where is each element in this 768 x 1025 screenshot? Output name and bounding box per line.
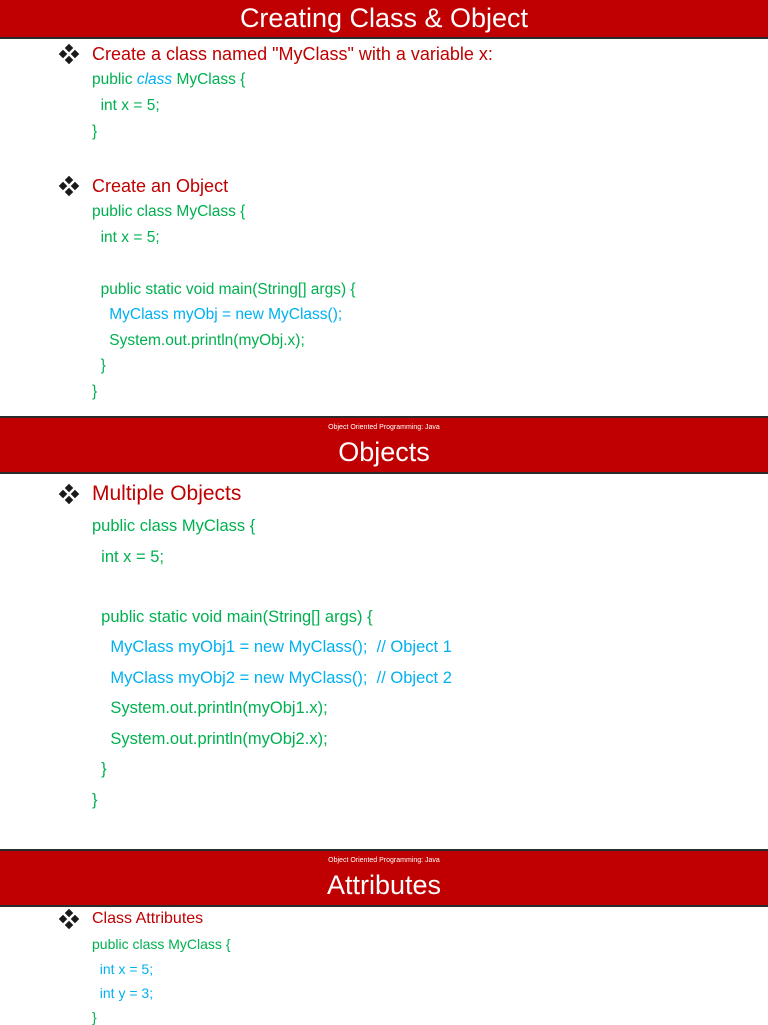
code-line: }: [92, 357, 106, 374]
code-line: public class MyClass {: [92, 517, 256, 535]
slide2-title: Objects: [338, 437, 430, 467]
diamond-bullet-icon: [60, 177, 78, 195]
code-line: }: [92, 1009, 97, 1025]
slide1-title: Creating Class & Object: [239, 3, 529, 33]
code-line: }: [92, 123, 98, 140]
slide1-bullet1: [60, 43, 493, 65]
bullet-text: Class Attributes: [92, 910, 204, 927]
slide3-subtitle: Object Oriented Programming: Java: [328, 857, 440, 864]
code-line: int x = 5;: [92, 97, 160, 114]
bullet-text: Create an Object: [92, 176, 229, 196]
code-line: public class MyClass {: [92, 203, 246, 220]
slide2-header-banner: [0, 416, 768, 474]
slide2-subtitle: Object Oriented Programming: Java: [328, 424, 440, 431]
code-token: public: [92, 71, 137, 88]
code-line: int x = 5;: [92, 548, 164, 566]
diamond-bullet-icon: [60, 485, 78, 503]
diamond-bullet-icon: [60, 45, 78, 63]
code-line: int y = 3;: [92, 985, 154, 1001]
bullet-text: Multiple Objects: [92, 482, 242, 505]
slide3-title: Attributes: [326, 870, 442, 900]
code-line: [92, 71, 245, 89]
code-token: MyClass {: [172, 71, 246, 88]
code-line: System.out.println(myObj.x);: [92, 332, 305, 349]
code-line: public static void main(String[] args) {: [92, 608, 373, 626]
code-line: MyClass myObj1 = new MyClass(); // Object 1: [92, 638, 452, 656]
code-line: public static void main(String[] args) {: [92, 281, 356, 298]
code-line: }: [92, 760, 107, 778]
code-line: public class MyClass {: [92, 936, 231, 952]
slide3-bullet: [60, 909, 203, 929]
code-line: int x = 5;: [92, 229, 160, 246]
code-line: MyClass myObj2 = new MyClass(); // Object 2: [92, 669, 452, 687]
slide1-header-banner: [0, 0, 768, 39]
code-line: System.out.println(myObj2.x);: [92, 730, 328, 748]
code-line: MyClass myObj = new MyClass();: [92, 306, 343, 323]
slide1-bullet2: [60, 175, 228, 197]
code-line: System.out.println(myObj1.x);: [92, 699, 328, 717]
diamond-bullet-icon: [60, 910, 78, 928]
slide2-bullet: [60, 482, 241, 506]
bullet-text: Create a class named "MyClass" with a variable x:: [92, 44, 493, 64]
slide3-header-banner: [0, 849, 768, 907]
code-keyword: class: [136, 71, 173, 88]
code-line: }: [92, 791, 98, 809]
code-line: }: [92, 383, 98, 400]
code-line: int x = 5;: [92, 961, 154, 977]
